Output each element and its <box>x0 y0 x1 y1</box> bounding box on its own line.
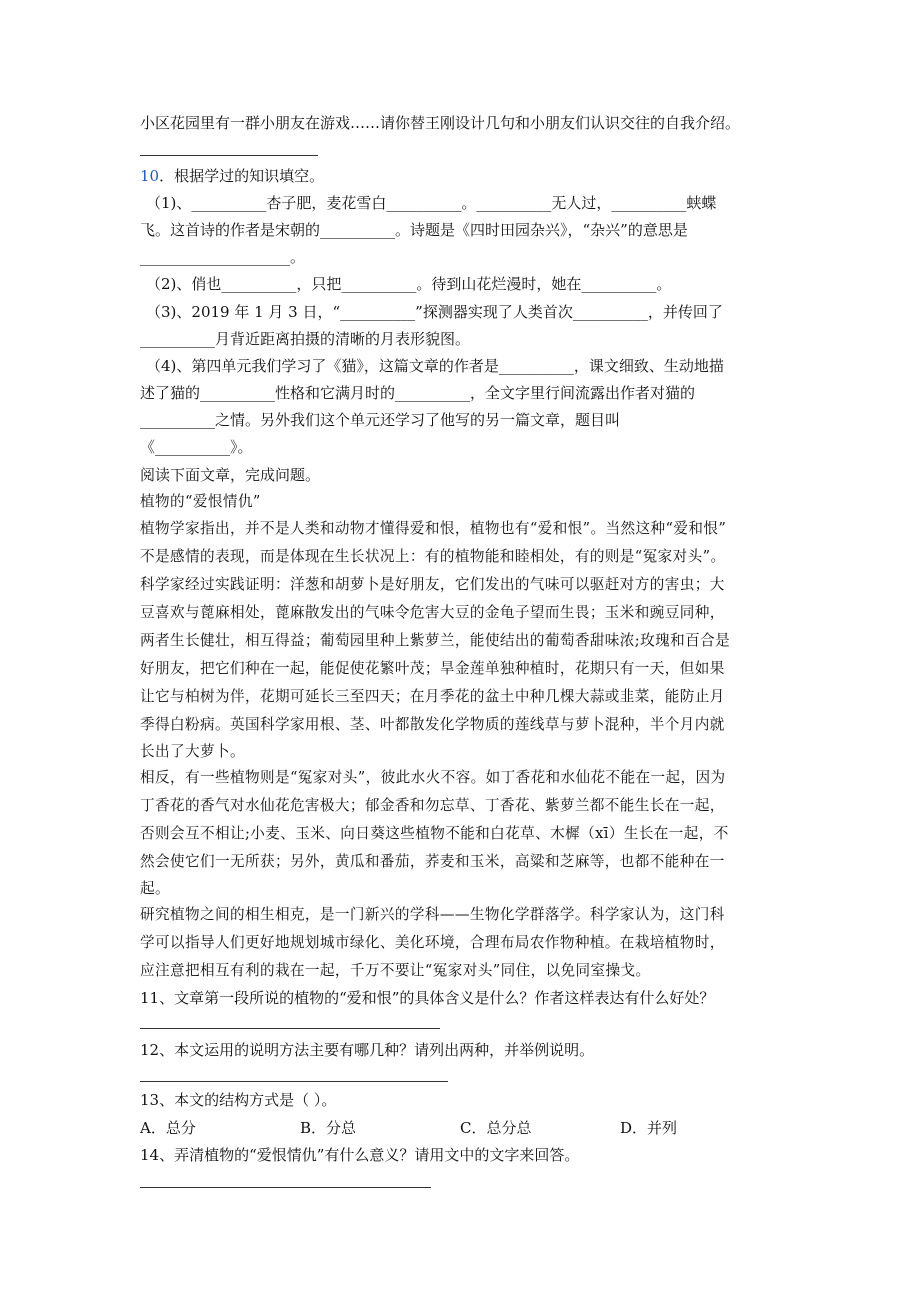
fill-line: （3)、2019 年 1 月 3 日，“__________”探测器实现了人类首次__________，并传回了 <box>146 303 723 321</box>
article-line: 否则会互不相让;小麦、玉米、向日葵这些植物不能和白花草、木樨（xī）生长在一起，不 <box>140 825 729 842</box>
question-14: 14、弄清植物的“爱恨情仇”有什么意义？请用文中的文字来回答。 <box>140 1146 580 1164</box>
article-line: 季得白粉病。英国科学家用根、茎、叶都散发化学物质的莲线草与萝卜混种，半个月内就 <box>140 716 725 733</box>
article-line: 植物学家指出，并不是人类和动物才懂得爱和恨，植物也有“爱和恨”。当然这种“爱和恨” <box>140 520 727 537</box>
article-line: 让它与柏树为伴，花期可延长三至四天；在月季花的盆土中种几棵大蒜或韭菜，能防止月 <box>140 688 725 705</box>
option-b: B．分总 <box>300 1119 357 1137</box>
article-line: 然会使它们一无所获；另外，黄瓜和番茄，荞麦和玉米，高粱和芝麻等，也都不能种在一 <box>140 853 725 870</box>
article-line: 好朋友，把它们种在一起，能促使花繁叶茂；旱金莲单独种植时，花期只有一天，但如果 <box>140 660 725 677</box>
option-c: C．总分总 <box>460 1119 532 1137</box>
fill-line: （1)、__________杏子肥，麦花雪白__________。__________无人过，__________蛱蝶 <box>146 194 717 212</box>
article-line: 起。 <box>140 880 170 897</box>
article-line: 不是感情的表现，而是体现在生长状况上：有的植物能和睦相处，有的则是“冤家对头”。 <box>140 548 726 565</box>
fill-line: 《__________》。 <box>140 438 253 456</box>
article-line: 学可以指导人们更好地规划城市绿化、美化环境，合理布局农作物种植。在栽培植物时， <box>140 934 725 951</box>
article-line: 应注意把相互有利的栽在一起，千万不要让“冤家对头”同住，以免同室操戈。 <box>140 962 651 979</box>
article-title: 植物的“爱恨情仇” <box>140 493 261 510</box>
fill-line: （2)、俏也__________，只把__________。待到山花烂漫时，她在__________。 <box>146 275 672 293</box>
question-11: 11、文章第一段所说的植物的“爱和恨”的具体含义是什么？作者这样表达有什么好处？ <box>140 989 715 1007</box>
fill-line: 述了猫的__________性格和它满月时的__________，全文字里行间流露出作者对猫的 <box>140 384 696 402</box>
article-line: 相反，有一些植物则是“冤家对头”，彼此水火不容。如丁香花和水仙花不能在一起，因为 <box>140 769 726 786</box>
option-a: A．总分 <box>140 1119 196 1137</box>
question-text: ．根据学过的知识填空。 <box>159 167 325 185</box>
article-line: 研究植物之间的相生相克，是一门新兴的学科——生物化学群落学。科学家认为，这门科 <box>140 906 725 923</box>
fill-line: （4)、第四单元我们学习了《猫》，这篇文章的作者是__________，课文细致、生动地描 <box>146 357 724 375</box>
answer-line <box>140 1028 440 1029</box>
fill-line: 飞。这首诗的作者是宋朝的__________。诗题是《四时田园杂兴》，“杂兴”的意思是 <box>140 221 688 239</box>
answer-line <box>140 155 318 156</box>
article-line: 两者生长健壮，相互得益；葡萄园里种上紫萝兰，能使结出的葡萄香甜味浓;玫瑰和百合是 <box>140 632 731 649</box>
fill-line: __________之情。另外我们这个单元还学习了他写的另一篇文章，题目叫 <box>140 411 621 429</box>
question-12: 12、本文运用的说明方法主要有哪几种？请列出两种，并举例说明。 <box>140 1041 595 1059</box>
fill-line: __________月背近距离拍摄的清晰的月表形貌图。 <box>140 330 471 348</box>
question-10-heading <box>140 166 324 186</box>
answer-line <box>140 1081 448 1082</box>
answer-line <box>140 1187 431 1188</box>
article-line: 科学家经过实践证明：洋葱和胡萝卜是好朋友，它们发出的气味可以驱赶对方的害虫；大 <box>140 576 725 593</box>
article-line: 丁香花的香气对水仙花危害极大；郁金香和勿忘草、丁香花、紫萝兰都不能生长在一起， <box>140 797 725 814</box>
option-d: D．并列 <box>620 1119 678 1137</box>
intro-line: 小区花园里有一群小朋友在游戏……请你替王刚设计几句和小朋友们认识交往的自我介绍。 <box>140 114 741 132</box>
question-number: 10 <box>140 167 160 185</box>
question-13: 13、本文的结构方式是（ ）。 <box>140 1091 337 1109</box>
article-line: 豆喜欢与蓖麻相处，蓖麻散发出的气味令危害大豆的金龟子望而生畏；玉米和豌豆同种， <box>140 604 725 621</box>
reading-instruction: 阅读下面文章，完成问题。 <box>140 466 321 484</box>
fill-line: ____________________。 <box>140 248 306 266</box>
article-line: 长出了大萝卜。 <box>140 743 245 760</box>
